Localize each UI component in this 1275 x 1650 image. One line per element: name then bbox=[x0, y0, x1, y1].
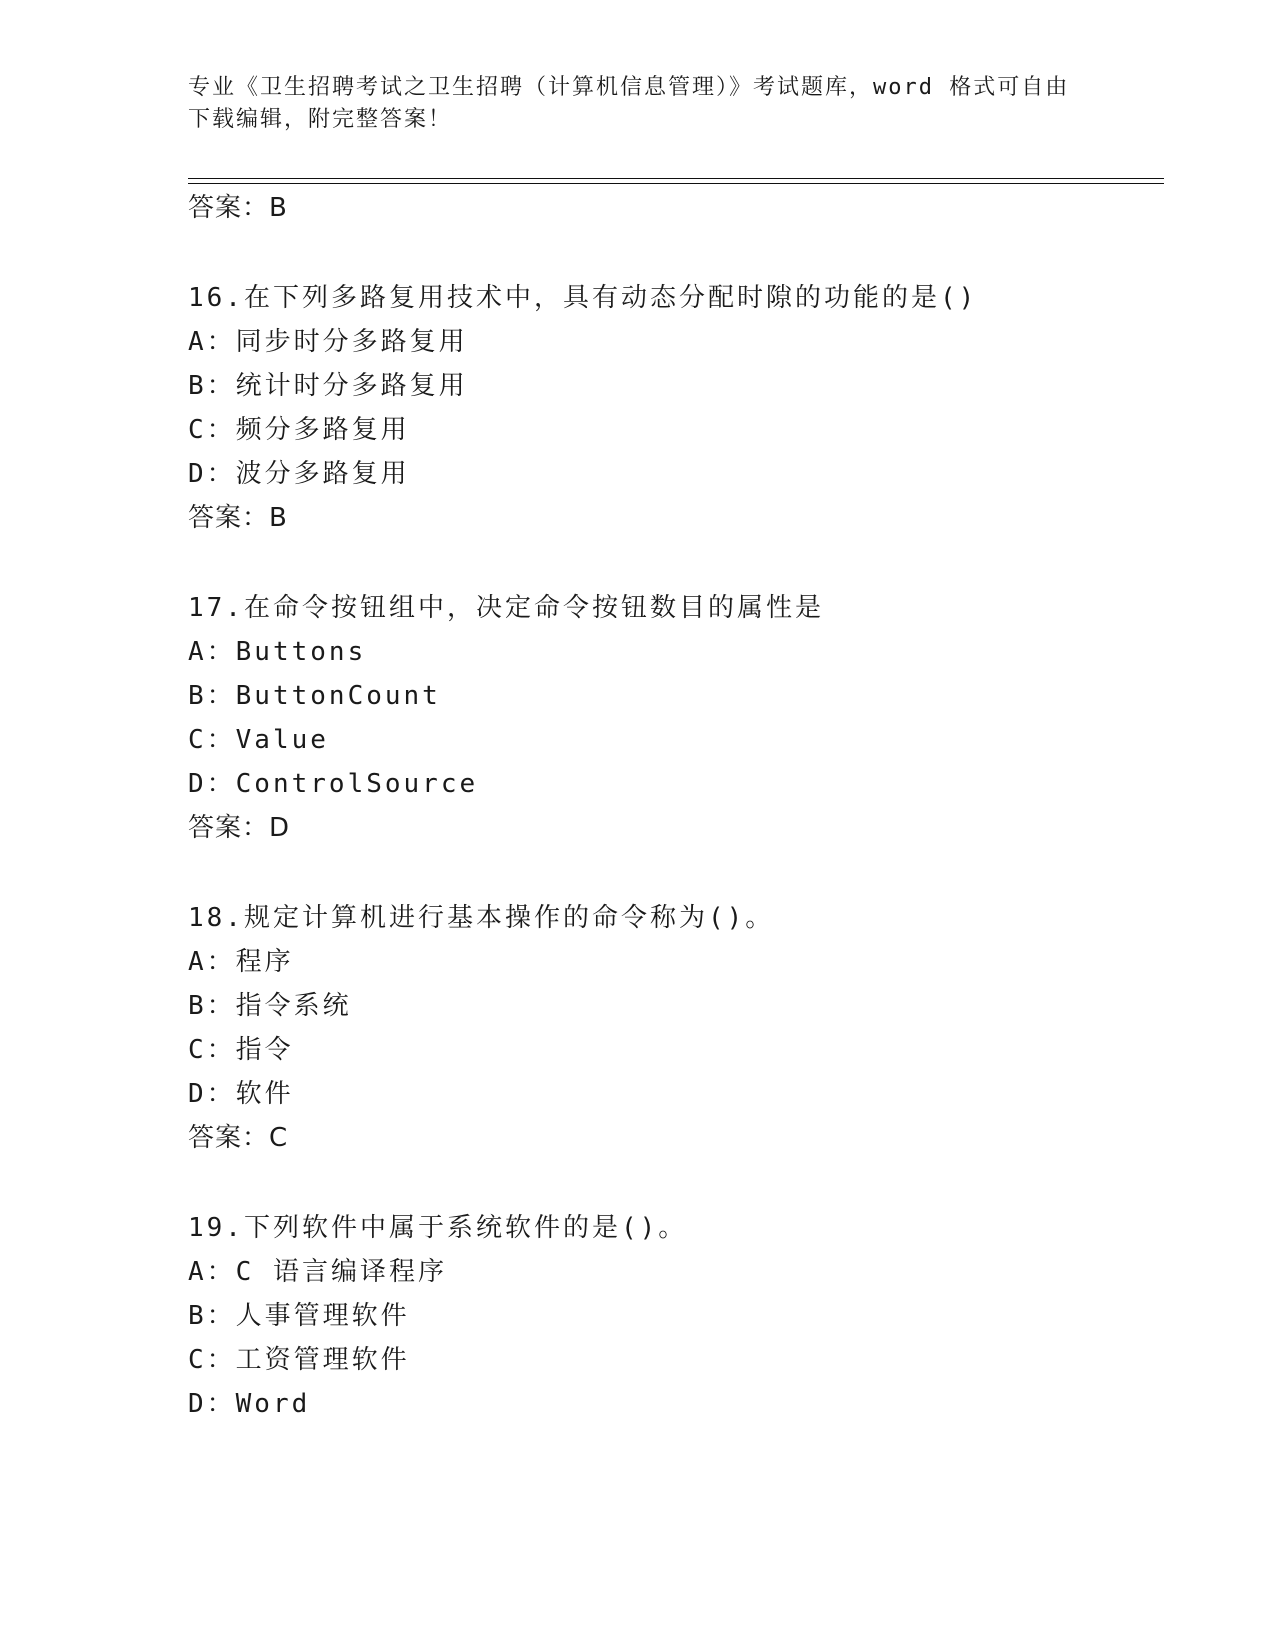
option-b: B：人事管理软件 bbox=[188, 1301, 410, 1331]
answer-line: 答案：B bbox=[188, 193, 288, 223]
question-stem: 16.在下列多路复用技术中，具有动态分配时隙的功能的是() bbox=[188, 283, 978, 313]
option-a: A：同步时分多路复用 bbox=[188, 327, 468, 357]
option-b: B：指令系统 bbox=[188, 991, 352, 1021]
option-c: C：Value bbox=[188, 725, 329, 755]
option-c: C：指令 bbox=[188, 1035, 294, 1065]
document-header: 专业《卫生招聘考试之卫生招聘（计算机信息管理）》考试题库，word 格式可自由下载编辑，附完整答案！ bbox=[188, 75, 1070, 132]
option-c: C：工资管理软件 bbox=[188, 1345, 410, 1375]
option-d: D：软件 bbox=[188, 1079, 294, 1109]
question-stem: 17.在命令按钮组中，决定命令按钮数目的属性是 bbox=[188, 593, 824, 623]
option-d: D：ControlSource bbox=[188, 769, 479, 799]
header-divider-bottom bbox=[188, 183, 1164, 184]
answer-line: 答案：D bbox=[188, 813, 291, 843]
answer-line: 答案：C bbox=[188, 1123, 289, 1153]
option-a: A：Buttons bbox=[188, 637, 367, 667]
answer-line: 答案：B bbox=[188, 503, 288, 533]
option-b: B：ButtonCount bbox=[188, 681, 441, 711]
option-c: C：频分多路复用 bbox=[188, 415, 410, 445]
option-d: D：Word bbox=[188, 1389, 311, 1419]
option-a: A：程序 bbox=[188, 947, 294, 977]
header-divider-top bbox=[188, 178, 1164, 179]
option-a: A：C 语言编译程序 bbox=[188, 1257, 447, 1287]
question-stem: 19.下列软件中属于系统软件的是()。 bbox=[188, 1213, 688, 1243]
option-d: D：波分多路复用 bbox=[188, 459, 410, 489]
question-stem: 18.规定计算机进行基本操作的命令称为()。 bbox=[188, 903, 775, 933]
option-b: B：统计时分多路复用 bbox=[188, 371, 468, 401]
